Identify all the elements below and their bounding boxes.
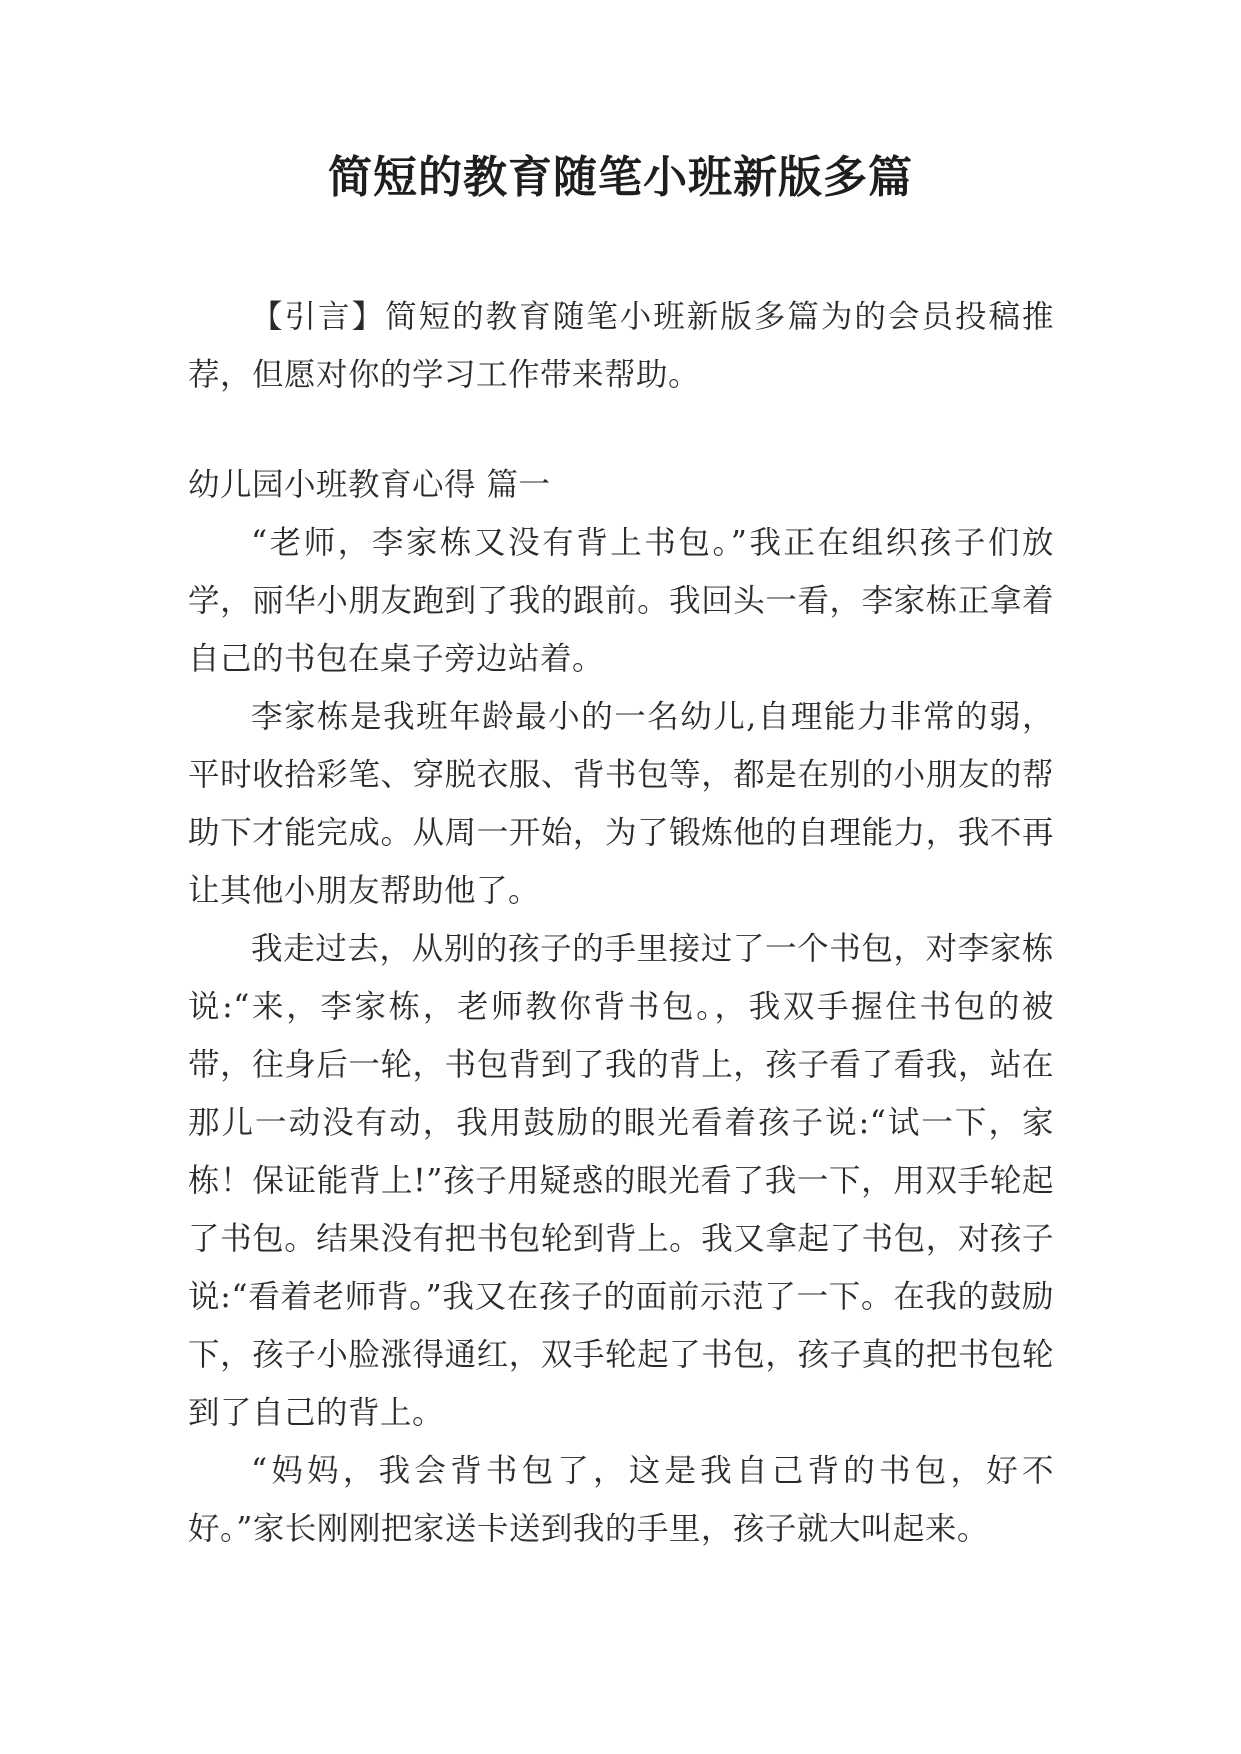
article-body <box>188 456 1054 1558</box>
body-paragraph: “老师，李家栋又没有背上书包。”我正在组织孩子们放学，丽华小朋友跑到了我的跟前。我回头一看，李家栋正拿着自己的书包在桌子旁边站着。 <box>188 525 1054 677</box>
body-paragraph: 李家栋是我班年龄最小的一名幼儿,自理能力非常的弱，平时收拾彩笔、穿脱衣服、背书包等，都是在别的小朋友的帮助下才能完成。从周一开始，为了锻炼他的自理能力，我不再让其他小朋友帮助他了。 <box>188 699 1054 909</box>
section-heading: 幼儿园小班教育心得 篇一 <box>188 467 551 503</box>
page-title: 简短的教育随笔小班新版多篇 <box>328 152 913 203</box>
body-paragraph: 我走过去，从别的孩子的手里接过了一个书包，对李家栋说:“来，李家栋，老师教你背书包。，我双手握住书包的被带，往身后一轮，书包背到了我的背上，孩子看了看我，站在那儿一动没有动，我用鼓励的眼光看着孩子说:“试一下，家栋！保证能背上!”孩子用疑惑的眼光看了我一下，用双手轮起了书包。结果没有把书包轮到背上。我又拿起了书包，对孩子说:“看着老师背。”我又在孩子的面前示范了一下。在我的鼓励下，孩子小脸涨得通红，双手轮起了书包，孩子真的把书包轮到了自己的背上。 <box>188 931 1054 1431</box>
intro-block <box>188 288 1054 404</box>
intro-paragraph: 【引言】简短的教育随笔小班新版多篇为的会员投稿推荐，但愿对你的学习工作带来帮助。 <box>188 299 1054 393</box>
body-paragraph: “妈妈，我会背书包了，这是我自己背的书包，好不好。”家长刚刚把家送卡送到我的手里，孩子就大叫起来。 <box>188 1453 1054 1547</box>
